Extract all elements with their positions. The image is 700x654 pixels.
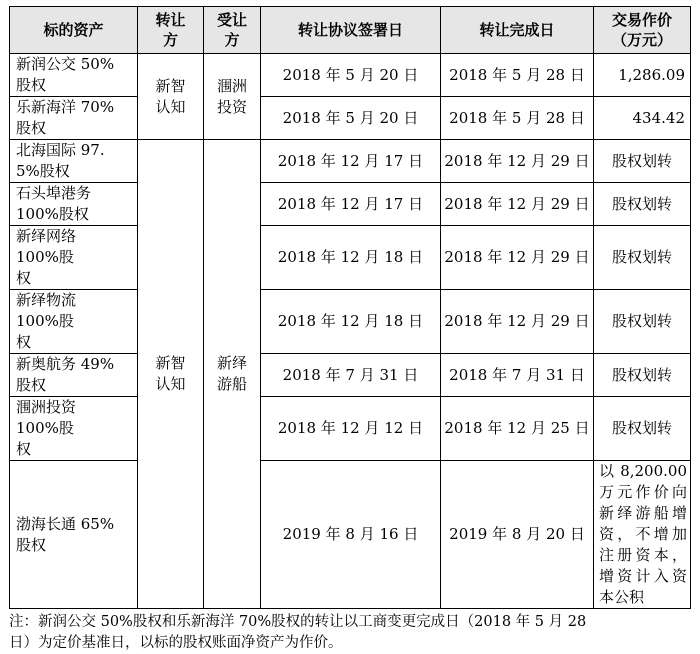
asset-text: 涠洲投资 100%股权 — [16, 398, 77, 458]
sign-date-cell: 2018 年 12 月 17 日 — [261, 183, 441, 226]
asset-text: 乐新海洋 70%股权 — [16, 98, 115, 137]
asset-cell — [10, 140, 138, 183]
complete-date-cell: 2018 年 5 月 28 日 — [441, 97, 594, 140]
asset-text: 渤海长通 65%股权 — [16, 514, 115, 554]
complete-date-cell: 2018 年 12 月 29 日 — [441, 290, 594, 354]
sign-date-cell: 2018 年 5 月 20 日 — [261, 54, 441, 97]
price-cell: 股权划转 — [594, 397, 691, 461]
transferee-cell — [204, 140, 261, 609]
transferee-text: 新绎游船 — [216, 354, 247, 393]
table-row — [10, 54, 691, 97]
asset-text: 石头埠港务 100%股权 — [16, 184, 92, 223]
price-cell: 股权划转 — [594, 140, 691, 183]
sign-date-cell: 2018 年 12 月 17 日 — [261, 140, 441, 183]
complete-date-cell: 2018 年 12 月 29 日 — [441, 183, 594, 226]
price-cell: 股权划转 — [594, 226, 691, 290]
table-row — [10, 461, 691, 609]
header-complete-date: 转让完成日 — [441, 7, 594, 54]
price-cell: 434.42 — [594, 97, 691, 140]
complete-date-cell: 2018 年 12 月 29 日 — [441, 140, 594, 183]
asset-text: 北海国际 97.5%股权 — [16, 141, 105, 180]
table-row — [10, 97, 691, 140]
equity-transfer-table — [9, 6, 691, 609]
footnote-line-1: 注：新润公交 50%股权和乐新海洋 70%股权的转让以工商变更完成日（2018 年 5 月 28 — [9, 614, 587, 630]
table-row — [10, 183, 691, 226]
transferee-text: 涠洲投资 — [216, 76, 247, 116]
sign-date-cell: 2018 年 7 月 31 日 — [261, 354, 441, 397]
header-asset: 标的资产 — [10, 7, 138, 54]
asset-cell — [10, 97, 138, 140]
transfer-table-container — [9, 6, 690, 654]
price-cell: 1,286.09 — [594, 54, 691, 97]
header-transferee-text: 受让方 — [216, 11, 247, 49]
asset-text: 新绎网络 100%股权 — [16, 227, 77, 287]
header-transferor — [138, 7, 204, 54]
asset-cell — [10, 226, 138, 290]
asset-text: 新绎物流 100%股权 — [16, 291, 77, 351]
table-row — [10, 397, 691, 461]
header-sign-date: 转让协议签署日 — [261, 7, 441, 54]
asset-cell — [10, 54, 138, 97]
price-cell: 股权划转 — [594, 183, 691, 226]
complete-date-cell: 2018 年 12 月 29 日 — [441, 226, 594, 290]
transferor-cell — [138, 54, 204, 140]
asset-text: 新润公交 50%股权 — [16, 55, 115, 94]
table-row — [10, 354, 691, 397]
complete-date-cell: 2018 年 5 月 28 日 — [441, 54, 594, 97]
asset-cell — [10, 461, 138, 609]
asset-cell — [10, 290, 138, 354]
header-transferee — [204, 7, 261, 54]
price-note-cell — [594, 461, 691, 609]
footnote-line-2: 日）为定价基准日，以标的股权账面净资产为作价。 — [9, 635, 343, 651]
transferor-text: 新智认知 — [155, 76, 186, 116]
table-header-row — [10, 7, 691, 54]
price-note-text: 以 8,200.00 万元作价向新绎游船增资，不增加注册资本，增资计入资本公积 — [599, 462, 687, 606]
transferee-cell — [204, 54, 261, 140]
complete-date-cell: 2018 年 7 月 31 日 — [441, 354, 594, 397]
asset-cell — [10, 397, 138, 461]
table-row — [10, 140, 691, 183]
header-price-text: 交易作价（万元） — [611, 11, 672, 49]
table-row — [10, 226, 691, 290]
sign-date-cell: 2018 年 5 月 20 日 — [261, 97, 441, 140]
sign-date-cell: 2018 年 12 月 18 日 — [261, 290, 441, 354]
asset-text: 新奥航务 49%股权 — [16, 355, 115, 394]
price-cell: 股权划转 — [594, 290, 691, 354]
header-price — [594, 7, 691, 54]
transferor-cell — [138, 140, 204, 609]
price-cell: 股权划转 — [594, 354, 691, 397]
complete-date-cell: 2019 年 8 月 20 日 — [441, 461, 594, 609]
sign-date-cell: 2019 年 8 月 16 日 — [261, 461, 441, 609]
sign-date-cell: 2018 年 12 月 18 日 — [261, 226, 441, 290]
asset-cell — [10, 354, 138, 397]
table-row — [10, 290, 691, 354]
transferor-text: 新智认知 — [155, 354, 186, 393]
sign-date-cell: 2018 年 12 月 12 日 — [261, 397, 441, 461]
asset-cell — [10, 183, 138, 226]
complete-date-cell: 2018 年 12 月 25 日 — [441, 397, 594, 461]
header-transferor-text: 转让方 — [155, 11, 186, 49]
table-footnote — [9, 612, 690, 654]
